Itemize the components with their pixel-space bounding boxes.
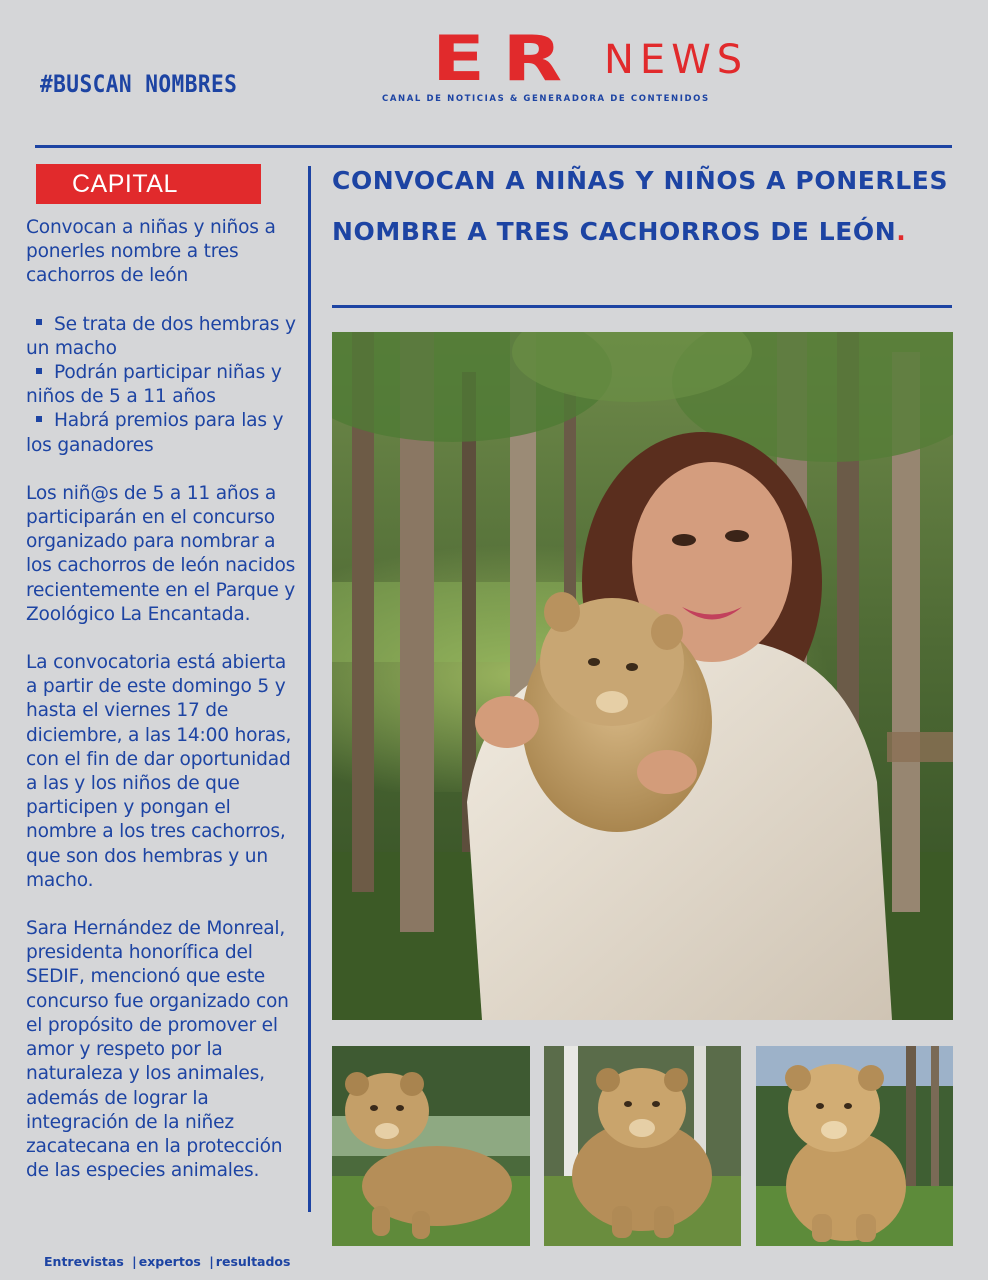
bullet-item: Se trata de dos hembras y un macho bbox=[26, 313, 296, 359]
thumbnail-cub-2 bbox=[544, 1046, 741, 1246]
headline-text: CONVOCAN A NIÑAS Y NIÑOS A PONERLES NOMBRE A TRES CACHORROS DE LEÓN bbox=[332, 166, 949, 246]
bullet-icon bbox=[36, 368, 42, 374]
footer-nav bbox=[44, 1254, 290, 1269]
bullet-icon bbox=[36, 416, 42, 422]
logo-news-text: NEWS bbox=[604, 37, 749, 83]
sidebar-paragraph-1: Los niñ@s de 5 a 11 años a participarán en el concurso organizado para nombrar a los cachorros de león nacidos recientemente en el Parque y Zoológico La Encantada. bbox=[26, 482, 296, 625]
top-divider bbox=[35, 145, 952, 148]
column-divider bbox=[308, 166, 311, 1212]
sidebar-paragraph-3: Sara Hernández de Monreal, presidenta honorífica del SEDIF, mencionó que este concurso fue organizado con el propósito de promover el amor y respeto por la naturaleza y los animales, además de lograr la integración de la niñez zacatecana en la protección de las especies animales. bbox=[26, 918, 289, 1182]
footer-separator: | bbox=[132, 1254, 137, 1269]
hashtag-title: #BUSCAN NOMBRES bbox=[40, 70, 238, 98]
headline-divider bbox=[332, 305, 952, 308]
footer-item-expertos[interactable]: expertos bbox=[138, 1254, 201, 1269]
thumbnail-cub-3 bbox=[756, 1046, 953, 1246]
logo-er-text: ER bbox=[432, 22, 580, 95]
bullet-item: Podrán participar niñas y niños de 5 a 11 años bbox=[26, 362, 282, 408]
sidebar-summary: Convocan a niñas y niños a ponerles nombre a tres cachorros de león bbox=[26, 217, 276, 287]
thumbnail-cub-1 bbox=[332, 1046, 530, 1246]
sidebar-paragraph-2: La convocatoria está abierta a partir de este domingo 5 y hasta el viernes 17 de diciembre, a las 14:00 horas, con el fin de dar oportunidad a las y los niños de que participen y pongan el nombre a los tres cachorros, que son dos hembras y un macho. bbox=[26, 652, 292, 891]
er-news-logo bbox=[382, 22, 812, 108]
article-headline bbox=[332, 155, 952, 257]
footer-item-resultados[interactable]: resultados bbox=[215, 1254, 291, 1269]
footer-separator: | bbox=[209, 1254, 214, 1269]
logo-subtitle: CANAL DE NOTICIAS & GENERADORA DE CONTENIDOS bbox=[382, 94, 710, 104]
section-label: CAPITAL bbox=[36, 164, 261, 204]
headline-period: . bbox=[896, 217, 907, 246]
footer-item-entrevistas[interactable]: Entrevistas bbox=[44, 1254, 124, 1269]
bullet-item: Habrá premios para las y los ganadores bbox=[26, 410, 284, 456]
bullet-icon bbox=[36, 319, 42, 325]
sidebar-article bbox=[26, 216, 301, 1183]
main-photo-woman-with-cub bbox=[332, 332, 953, 1020]
